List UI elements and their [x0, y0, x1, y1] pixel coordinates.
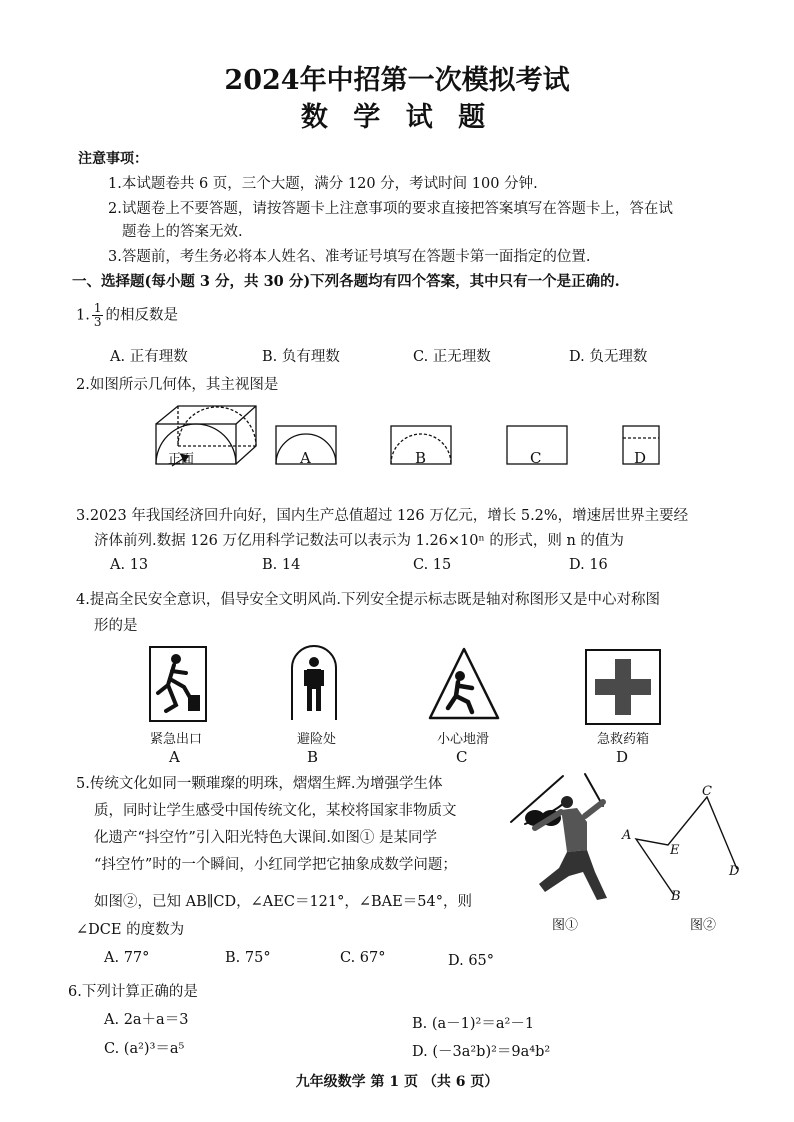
question-4-line1: 4.提高全民安全意识，倡导安全文明风尚.下列安全提示标志既是轴对称图形又是中心对称图: [76, 592, 660, 608]
question-6: 6.下列计算正确的是: [68, 984, 198, 1000]
notes-heading: 注意事项：: [78, 151, 148, 167]
first-aid-sign: [584, 648, 662, 726]
q2-label-c: C: [530, 449, 542, 467]
point-a-label: A: [622, 828, 632, 843]
q5-choice-a: A. 77°: [104, 950, 150, 966]
sign-name-d: 急救药箱: [597, 732, 650, 747]
slippery-floor-sign: [428, 646, 500, 722]
note-item-1: 1.本试题卷共 6 页，三个大题，满分 120 分，考试时间 100 分钟.: [108, 176, 538, 192]
fig1-caption: 图①: [552, 918, 579, 933]
refuge-sign: [288, 642, 340, 722]
q5-choice-b: B. 75°: [225, 950, 271, 966]
q4-label-c: C: [456, 748, 468, 766]
q6-choice-d: D. (－3a²b)²＝9a⁴b²: [412, 1044, 551, 1060]
q3-choice-d: D. 16: [569, 557, 608, 573]
q2-solid-figure: [150, 402, 260, 467]
q1-number: 1.: [76, 307, 90, 324]
sign-name-a: 紧急出口: [150, 732, 203, 747]
geometry-figure-2: [622, 785, 746, 910]
q4-label-b: B: [307, 748, 319, 766]
q1-choice-c: C. 正无理数: [413, 349, 491, 365]
q4-label-a: A: [169, 748, 180, 766]
emergency-exit-sign: [148, 645, 208, 723]
q1-choice-b: B. 负有理数: [262, 349, 340, 365]
q1-frac-num: 1: [93, 301, 102, 315]
q6-choice-c: C. (a²)³＝a⁵: [104, 1041, 185, 1057]
q1-fraction: [92, 302, 104, 329]
q2-label-b: B: [415, 449, 427, 467]
diabolo-player-illustration: [505, 772, 625, 912]
q2-label-d: D: [634, 449, 647, 467]
q5-line-4: “抖空竹”时的一个瞬间，小红同学把它抽象成数学问题；: [94, 857, 457, 873]
page-footer: 九年级数学 第 1 页 （共 6 页）: [295, 1074, 499, 1090]
q5-line-1: 5.传统文化如同一颗璀璨的明珠，熠熠生辉.为增强学生体: [76, 776, 443, 792]
note-item-3: 3.答题前，考生务必将本人姓名、准考证号填写在答题卡第一面指定的位置.: [108, 249, 591, 265]
q5-line-3: 化遗产“抖空竹”引入阳光特色大课间.如图① 是某同学: [94, 830, 438, 846]
q1-stem: 的相反数是: [105, 307, 178, 324]
q4-label-d: D: [616, 748, 629, 766]
point-e-label: E: [670, 843, 680, 858]
point-c-label: C: [702, 784, 712, 799]
q1-choice-d: D. 负无理数: [569, 349, 648, 365]
note-item-2: 2.试题卷上不要答题，请按答题卡上注意事项的要求直接把答案填写在答题卡上，答在试: [108, 201, 673, 217]
fig2-caption: 图②: [690, 918, 717, 933]
question-3-line1: 3.2023 年我国经济回升向好，国内生产总值超过 126 万亿元，增长 5.2%，增速居世界主要经: [76, 508, 689, 524]
section-heading: 一、选择题(每小题 3 分，共 30 分)下列各题均有四个答案，其中只有一个是正确的.: [72, 273, 620, 290]
q5-line-5: 如图②，已知 AB∥CD，∠AEC＝121°，∠BAE＝54°，则: [94, 894, 472, 910]
q5-choice-c: C. 67°: [340, 950, 386, 966]
question-2: 2.如图所示几何体，其主视图是: [76, 377, 279, 393]
q1-choice-a: A. 正有理数: [110, 349, 188, 365]
point-b-label: B: [671, 889, 681, 904]
note-item-2-cont: 题卷上的答案无效.: [122, 224, 243, 240]
question-3-line2: 济体前列.数据 126 万亿用科学记数法可以表示为 1.26×10ⁿ 的形式，则 n 的值为: [94, 533, 624, 549]
question-4-line2: 形的是: [94, 618, 138, 634]
q3-choice-c: C. 15: [413, 557, 452, 573]
q5-line-2: 质，同时让学生感受中国传统文化，某校将国家非物质文: [94, 803, 457, 819]
exam-subtitle: 数 学 试 题: [300, 102, 494, 133]
question-1: [76, 302, 178, 329]
sign-name-b: 避险处: [297, 732, 337, 747]
q6-choice-a: A. 2a＋a＝3: [104, 1012, 189, 1028]
q3-choice-b: B. 14: [262, 557, 301, 573]
point-d-label: D: [729, 864, 740, 879]
q5-line-6: ∠DCE 的度数为: [76, 922, 185, 938]
q1-frac-den: 3: [93, 315, 102, 329]
q2-label-a: A: [300, 449, 311, 467]
exam-title: 2024年中招第一次模拟考试: [224, 65, 570, 96]
sign-name-c: 小心地滑: [437, 732, 490, 747]
q3-choice-a: A. 13: [110, 557, 149, 573]
q2-front-label: 正面: [168, 452, 195, 467]
q5-choice-d: D. 65°: [448, 953, 495, 969]
q6-choice-b: B. (a－1)²＝a²－1: [412, 1016, 535, 1032]
